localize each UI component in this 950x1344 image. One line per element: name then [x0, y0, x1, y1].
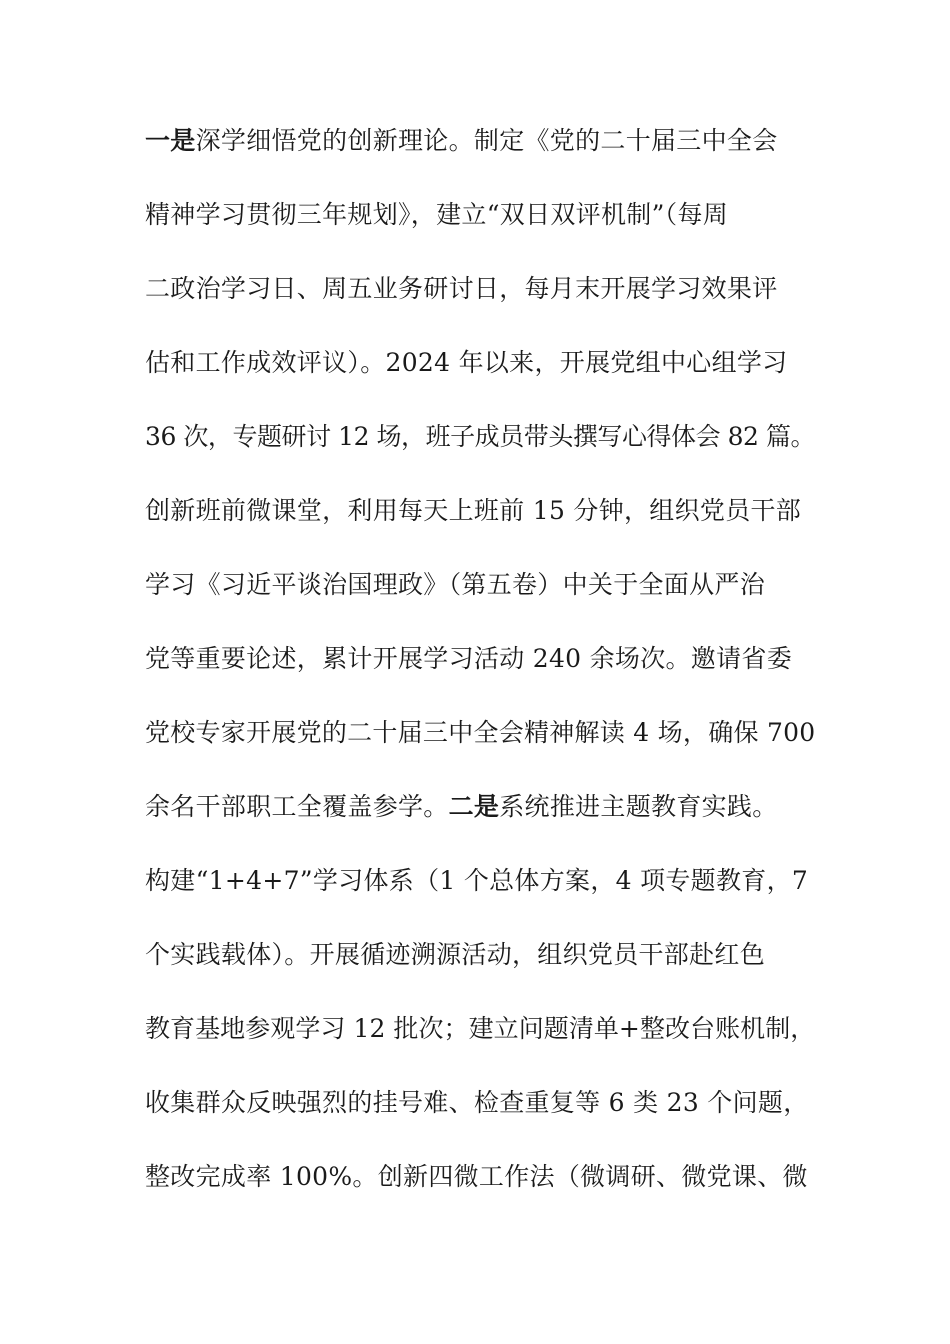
text-line — [145, 341, 815, 415]
line-text: 二政治学习日、周五业务研讨日，每月末开展学习效果评 — [145, 274, 778, 303]
line-text: 党等重要论述，累计开展学习活动 240 余场次。邀请省委 — [145, 644, 793, 673]
text-line — [145, 489, 815, 563]
heading-lead: 一是 — [145, 126, 196, 155]
line-text: 教育基地参观学习 12 批次；建立问题清单+整改台账机制， — [145, 1014, 816, 1043]
text-line — [145, 859, 815, 933]
line-text: 系统推进主题教育实践。 — [499, 792, 778, 821]
text-line — [145, 1081, 815, 1155]
text-line — [145, 637, 815, 711]
line-text: 个实践载体）。开展循迹溯源活动，组织党员干部赴红色 — [145, 940, 766, 969]
line-text: 创新班前微课堂，利用每天上班前 15 分钟，组织党员干部 — [145, 496, 802, 525]
text-line — [145, 1155, 815, 1229]
body-text — [145, 119, 815, 1229]
line-text: 余名干部职工全覆盖参学。 — [145, 792, 449, 821]
text-line — [145, 119, 815, 193]
text-line — [145, 785, 815, 859]
line-text: 党校专家开展党的二十届三中全会精神解读 4 场，确保 700 — [145, 718, 816, 747]
line-text: 收集群众反映强烈的挂号难、检查重复等 6 类 23 个问题， — [145, 1088, 809, 1117]
heading-lead: 二是 — [448, 792, 500, 821]
text-line — [145, 563, 815, 637]
line-text: 36 次，专题研讨 12 场，班子成员带头撰写心得体会 82 篇。 — [145, 422, 816, 451]
text-line — [145, 267, 815, 341]
line-text: 估和工作成效评议）。2024 年以来，开展党组中心组学习 — [145, 348, 788, 377]
line-text: 学习《习近平谈治国理政》（第五卷）中关于全面从严治 — [145, 570, 766, 599]
text-line — [145, 193, 815, 267]
line-text: 构建“1+4+7”学习体系（1 个总体方案，4 项专题教育，7 — [145, 866, 809, 895]
line-text: 深学细悟党的创新理论。制定《党的二十届三中全会 — [195, 126, 778, 155]
line-text: 整改完成率 100%。创新四微工作法（微调研、微党课、微 — [145, 1162, 808, 1191]
text-line — [145, 415, 815, 489]
text-line — [145, 711, 815, 785]
text-line — [145, 933, 815, 1007]
line-text: 精神学习贯彻三年规划》，建立“双日双评机制”（每周 — [145, 200, 729, 229]
text-line — [145, 1007, 815, 1081]
